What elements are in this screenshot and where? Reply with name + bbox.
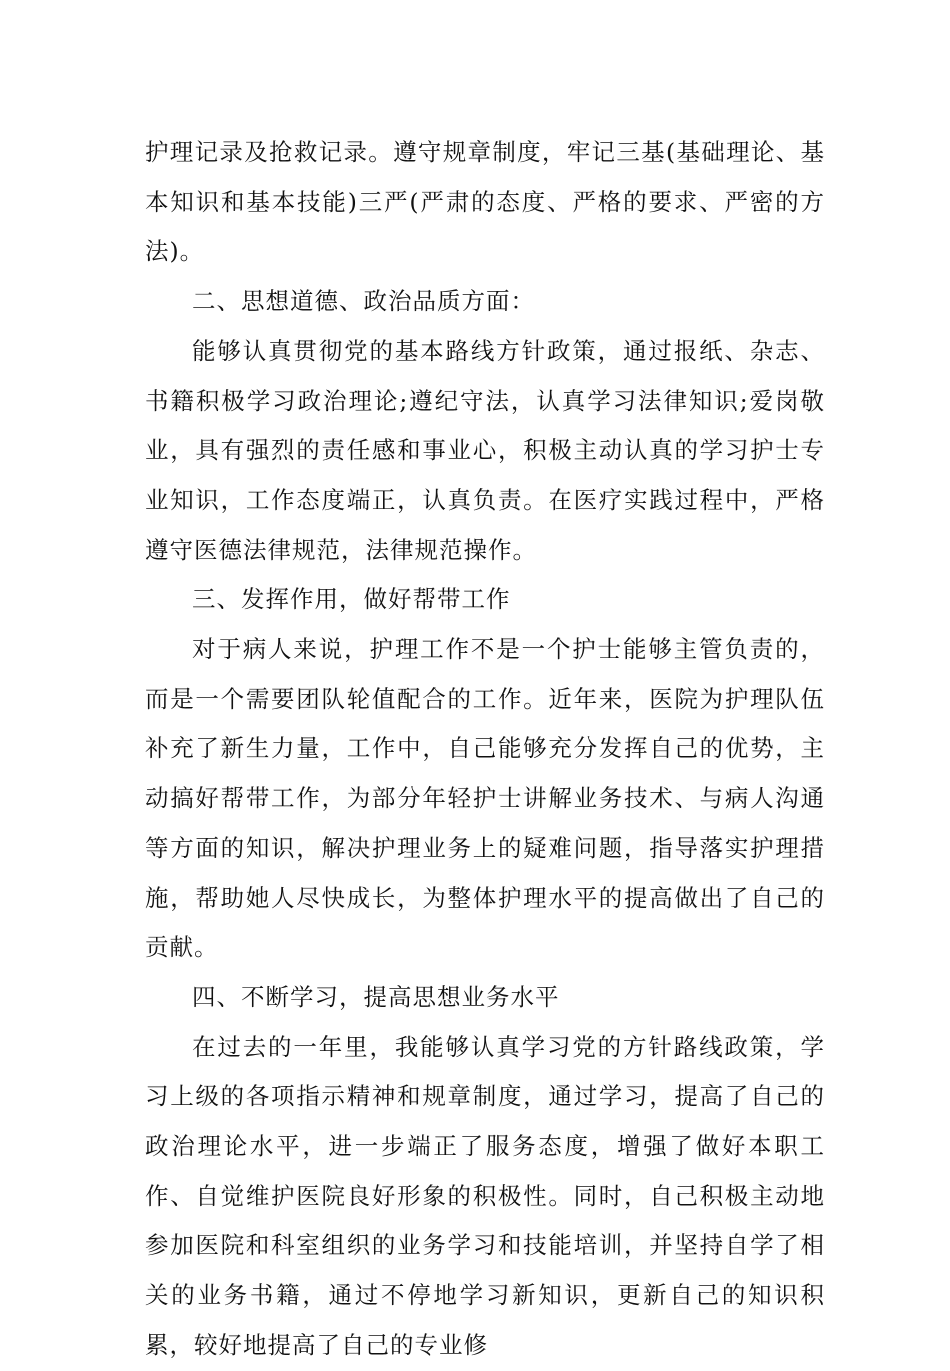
- section-heading-2: 二、思想道德、政治品质方面：: [192, 287, 535, 316]
- document-body: [145, 128, 825, 1371]
- paragraph-continuation: 护理记录及抢救记录。遵守规章制度，牢记三基(基础理论、基本知识和基本技能)三严(严肃的态度、严格的要求、严密的方法)。: [145, 138, 825, 266]
- section-heading-4: 四、不断学习，提高思想业务水平: [192, 982, 560, 1011]
- paragraph-learning: 在过去的一年里，我能够认真学习党的方针路线政策，学习上级的各项指示精神和规章制度，通过学习，提高了自己的政治理论水平，进一步端正了服务态度，增强了做好本职工作、自觉维护医院良好形象的积极性。同时，自己积极主动地参加医院和科室组织的业务学习和技能培训，并坚持自学了相关的业务书籍，通过不停地学习新知识，更新自己的知识积累，较好地提高了自己的专业修: [145, 1032, 825, 1359]
- paragraph-ethics: 能够认真贯彻党的基本路线方针政策，通过报纸、杂志、书籍积极学习政治理论;遵纪守法，认真学习法律知识;爱岗敬业，具有强烈的责任感和事业心，积极主动认真的学习护士专业知识，工作态度端正，认真负责。在医疗实践过程中，严格遵守医德法律规范，法律规范操作。: [145, 336, 825, 564]
- paragraph-mentoring: 对于病人来说，护理工作不是一个护士能够主管负责的，而是一个需要团队轮值配合的工作。近年来，医院为护理队伍补充了新生力量，工作中，自己能够充分发挥自己的优势，主动搞好帮带工作，为部分年轻护士讲解业务技术、与病人沟通等方面的知识，解决护理业务上的疑难问题，指导落实护理措施，帮助她人尽快成长，为整体护理水平的提高做出了自己的贡献。: [145, 635, 825, 962]
- section-heading-3: 三、发挥作用，做好帮带工作: [192, 585, 511, 614]
